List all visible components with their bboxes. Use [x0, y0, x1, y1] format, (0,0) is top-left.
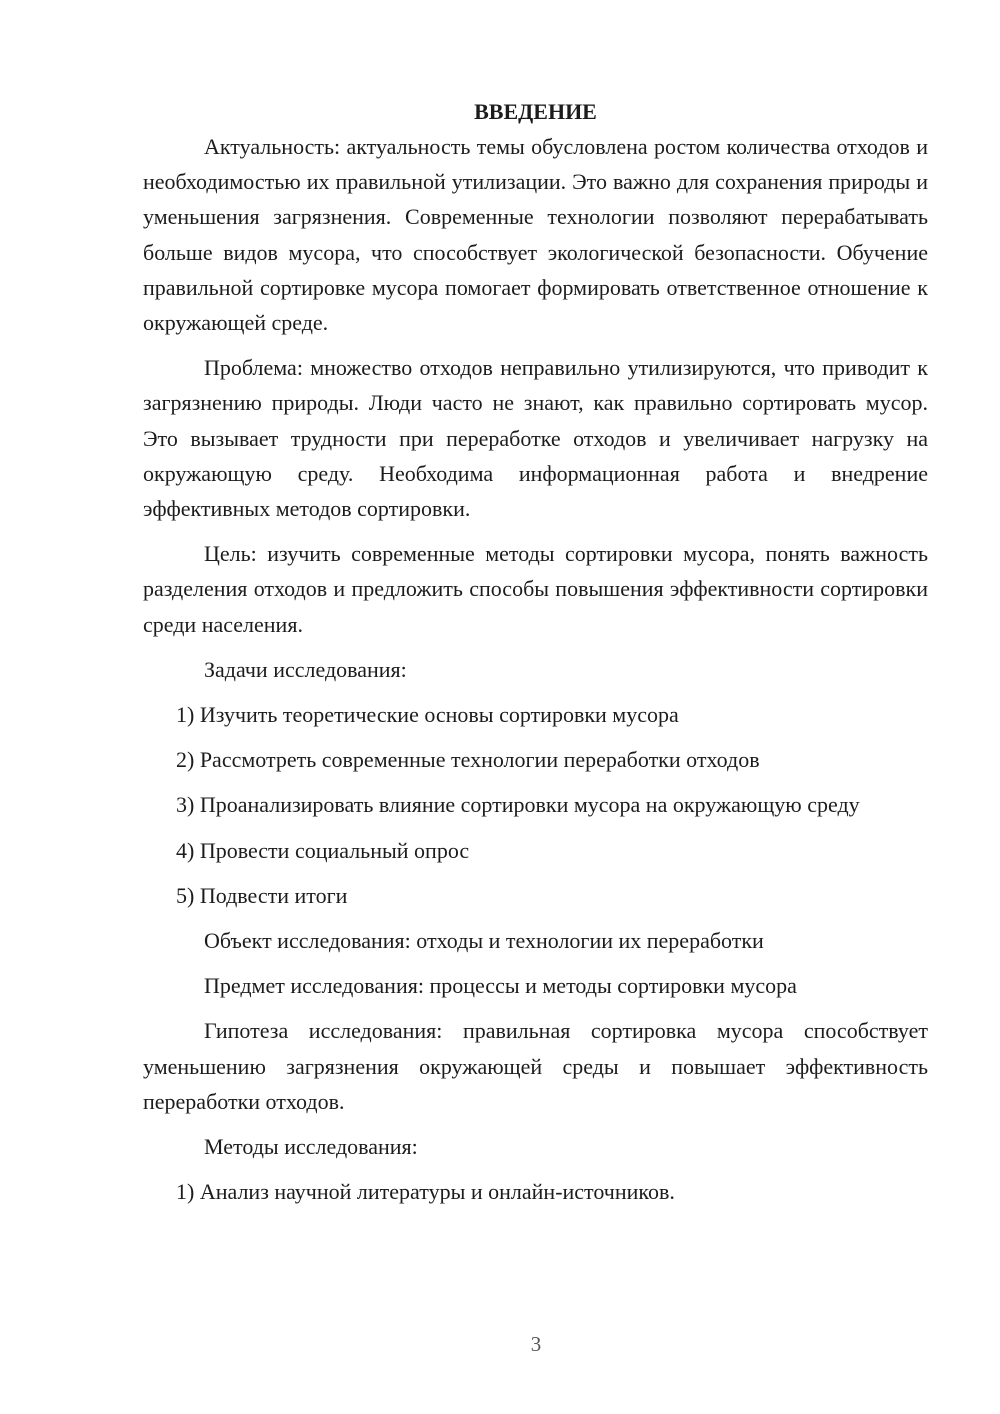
- task-item-4: 4) Провести социальный опрос: [176, 837, 470, 863]
- task-item-1: 1) Изучить теоретические основы сортировки мусора: [176, 702, 679, 728]
- research-subject: Предмет исследования: процессы и методы сортировки мусора: [204, 973, 797, 999]
- tasks-heading: Задачи исследования:: [204, 656, 407, 682]
- research-object: Объект исследования: отходы и технологии их переработки: [204, 928, 764, 954]
- paragraph-goal: Цель: изучить современные методы сортировки мусора, понять важность разделения отходов и предложить способы повышения эффективности сортировки среди населения.: [143, 541, 928, 637]
- task-item-3: 3) Проанализировать влияние сортировки мусора на окружающую среду: [176, 792, 860, 818]
- paragraph-relevance: Актуальность: актуальность темы обусловлена ростом количества отходов и необходимостью их правильной утилизации. Это важно для сохранения природы и уменьшения загрязнения. Современные технологии позволяют перерабатывать больше видов мусора, что способствует экологической безопасности. Обучение правильной сортировке мусора помогает формировать ответственное отношение к окружающей среде.: [143, 134, 928, 336]
- methods-heading: Методы исследования:: [204, 1134, 418, 1160]
- task-item-2: 2) Рассмотреть современные технологии переработки отходов: [176, 747, 760, 773]
- page-number: 3: [530, 1332, 542, 1356]
- research-hypothesis: Гипотеза исследования: правильная сортировка мусора способствует уменьшению загрязнения окружающей среды и повышает эффективность переработки отходов.: [143, 1018, 928, 1114]
- page-title: ВВЕДЕНИЕ: [474, 99, 597, 124]
- document-page: [143, 90, 928, 1219]
- task-item-5: 5) Подвести итоги: [176, 882, 348, 908]
- method-item-1: 1) Анализ научной литературы и онлайн-источников.: [176, 1179, 675, 1205]
- paragraph-problem: Проблема: множество отходов неправильно утилизируются, что приводит к загрязнению природы. Люди часто не знают, как правильно сортировать мусор. Это вызывает трудности при переработке отходов и увеличивает нагрузку на окружающую среду. Необходима информационная работа и внедрение эффективных методов сортировки.: [143, 355, 928, 522]
